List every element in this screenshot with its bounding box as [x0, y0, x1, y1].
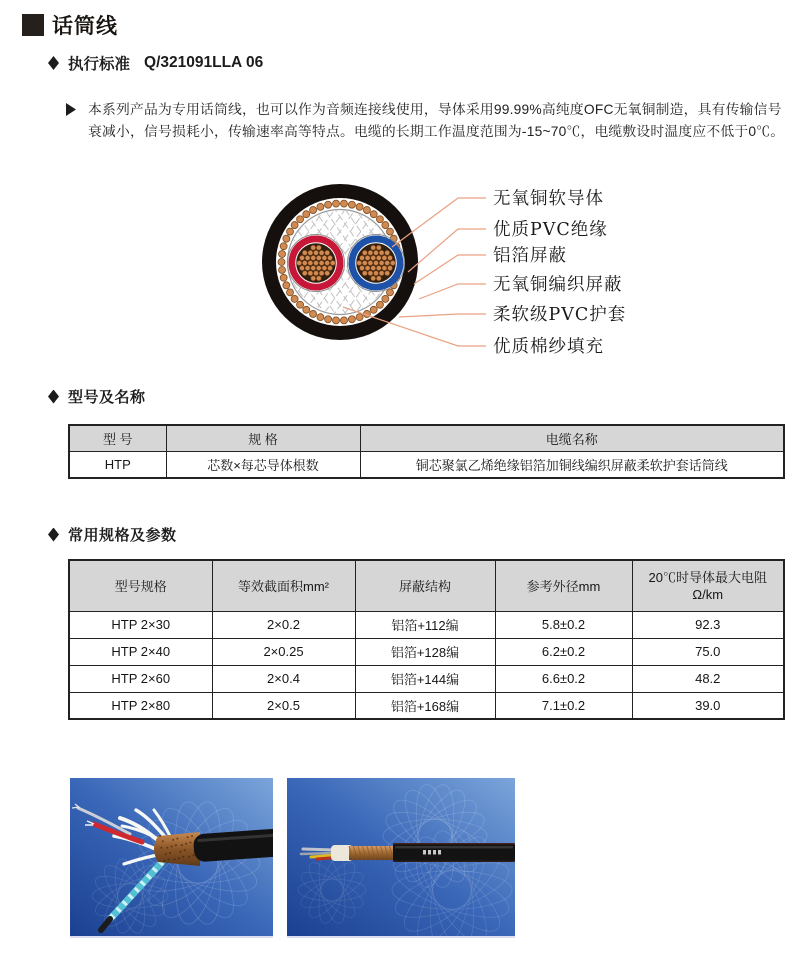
table-cell: 7.1±0.2: [495, 692, 632, 719]
table-row: [69, 451, 784, 478]
table-cell: 铝箔+112编: [355, 611, 495, 638]
section-title-text: 常用规格及参数: [68, 527, 177, 544]
table-cell: 2×0.4: [212, 665, 355, 692]
table-cell: 92.3: [632, 611, 784, 638]
model-section-title: [48, 386, 146, 407]
title-square-icon: [22, 14, 44, 36]
diagram-label: 无氧铜编织屏蔽: [493, 275, 623, 295]
table-cell: HTP 2×40: [69, 638, 212, 665]
conductor-left: [288, 235, 345, 292]
table-cell: 48.2: [632, 665, 784, 692]
table-cell: 铝箔+128编: [355, 638, 495, 665]
page-title: 话筒线: [52, 15, 118, 38]
stripped-cable-illustration: [301, 843, 515, 862]
table-cell: HTP: [69, 451, 166, 478]
table-cell: 铝箔+168编: [355, 692, 495, 719]
diagram-label: 柔软级PVC护套: [493, 305, 627, 325]
column-header: 型号规格: [69, 560, 212, 611]
diagram-labels: [493, 189, 626, 357]
photo-right-illustration: [287, 778, 515, 936]
column-header-line2: Ω/km: [692, 586, 724, 602]
column-header: 电缆名称: [360, 425, 784, 451]
table-cell: 2×0.5: [212, 692, 355, 719]
table-cell: 39.0: [632, 692, 784, 719]
column-header: 规 格: [166, 425, 360, 451]
column-header: 型 号: [69, 425, 166, 451]
standard-value: Q/321091LLA 06: [144, 54, 264, 71]
table-row: [69, 638, 784, 665]
diagram-label: 无氧铜软导体: [493, 189, 604, 209]
table-header-row: [69, 560, 784, 611]
table-cell: 5.8±0.2: [495, 611, 632, 638]
diagram-label: 优质棉纱填充: [493, 337, 604, 357]
leader-line: [399, 314, 486, 317]
intro-block: [66, 99, 790, 143]
leader-line: [419, 284, 486, 299]
column-header-line1: 20℃时导体最大电阻: [648, 569, 767, 585]
standard-row: [48, 52, 263, 74]
table-cell: 6.2±0.2: [495, 638, 632, 665]
diagram-label: 优质PVC绝缘: [493, 220, 608, 240]
leader-line: [408, 229, 486, 272]
table-cell: 2×0.25: [212, 638, 355, 665]
diamond-bullet-icon: [48, 56, 59, 70]
section-title-text: 型号及名称: [68, 389, 146, 406]
table-row: [69, 611, 784, 638]
diagram-label: 铝箔屏蔽: [493, 246, 567, 266]
table-header-row: [69, 425, 784, 451]
table-row: [69, 665, 784, 692]
spec-table: [68, 559, 785, 720]
column-header: 屏蔽结构: [355, 560, 495, 611]
cable-cross-section-diagram: [228, 176, 806, 376]
table-cell: 铜芯聚氯乙烯绝缘铝箔加铜线编织屏蔽柔软护套话筒线: [360, 451, 784, 478]
triangle-bullet-icon: [66, 103, 76, 116]
column-header: [632, 560, 784, 611]
table-cell: 铝箔+144编: [355, 665, 495, 692]
table-cell: 芯数×每芯导体根数: [166, 451, 360, 478]
table-cell: 75.0: [632, 638, 784, 665]
leader-line: [414, 255, 486, 284]
diamond-bullet-icon: [48, 390, 59, 404]
column-header: 参考外径mm: [495, 560, 632, 611]
model-name-table: [68, 424, 785, 479]
table-row: [69, 692, 784, 719]
table-cell: 2×0.2: [212, 611, 355, 638]
table-cell: HTP 2×80: [69, 692, 212, 719]
product-photo-right: [287, 778, 515, 936]
page-title-row: [22, 10, 118, 40]
spec-section-title: [48, 524, 177, 545]
standard-label: 执行标准: [68, 56, 131, 73]
table-cell: HTP 2×30: [69, 611, 212, 638]
table-cell: 6.6±0.2: [495, 665, 632, 692]
column-header: 等效截面积mm²: [212, 560, 355, 611]
diamond-bullet-icon: [48, 528, 59, 542]
table-cell: HTP 2×60: [69, 665, 212, 692]
photo-left-illustration: [70, 778, 273, 936]
conductor-right: [348, 235, 405, 292]
intro-text: 本系列产品为专用话筒线，也可以作为音频连接线使用，导体采用99.99%高纯度OFC无氧铜制造，具有传输信号衰减小，信号损耗小，传输速率高等特点。电缆的长期工作温度范围为-15~70℃，电缆敷设时温度应不低于0℃。: [88, 102, 785, 139]
product-photo-left: [70, 778, 273, 936]
